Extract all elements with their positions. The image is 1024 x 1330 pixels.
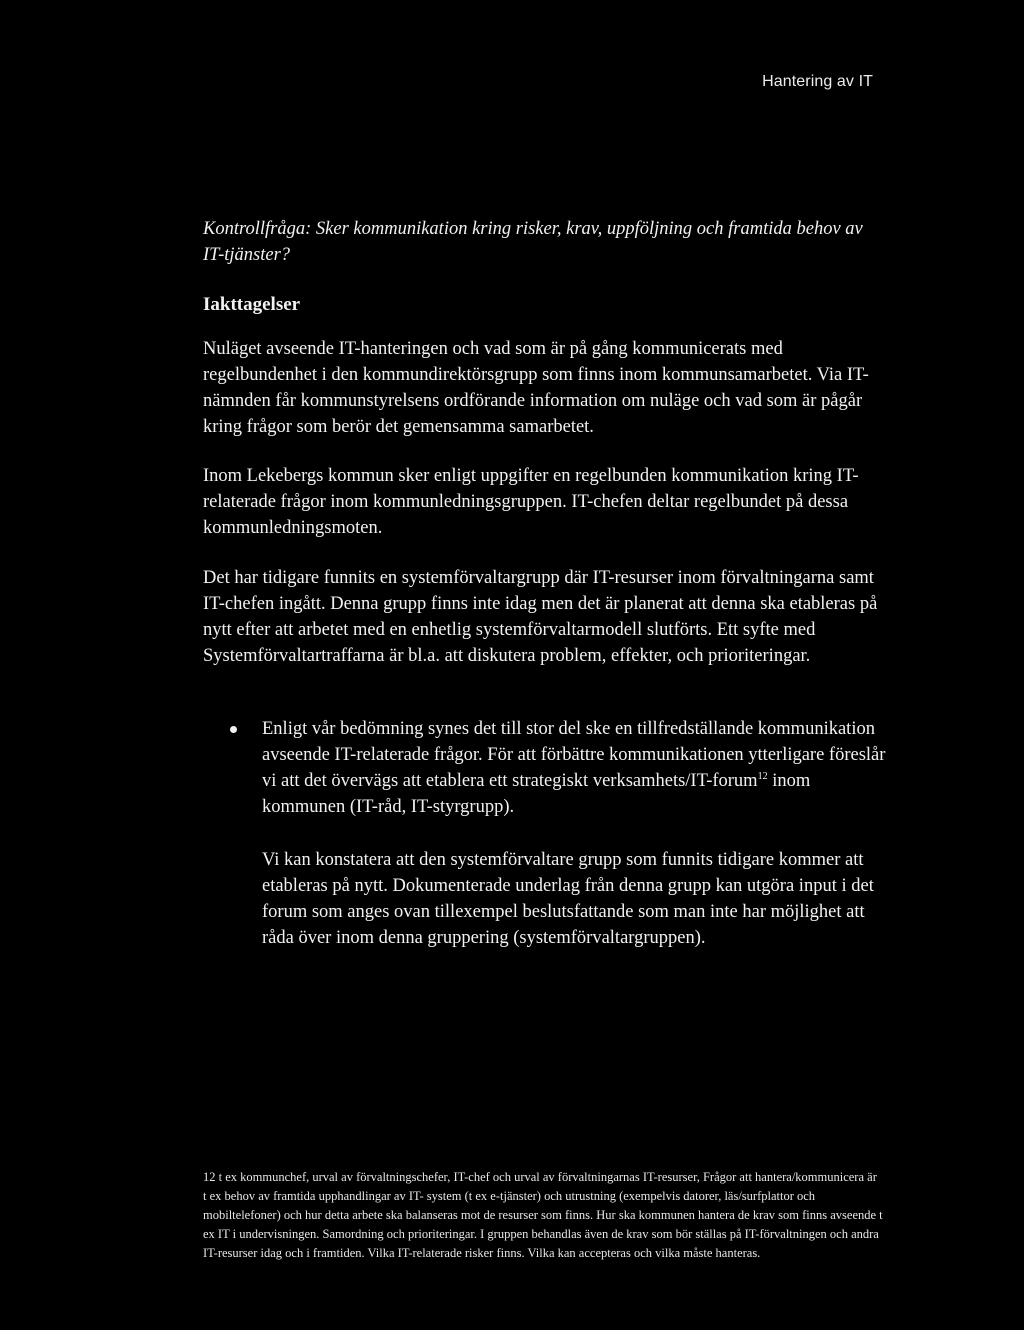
footnote-12: [203, 1168, 883, 1263]
assessment-section: [228, 716, 888, 951]
control-question: Kontrollfråga: Sker kommunikation kring risker, krav, uppföljning och framtida behov av IT-tjänster?: [203, 219, 863, 265]
observation-paragraph-2: Inom Lekebergs kommun sker enligt uppgifter en regelbunden kommunikation kring IT-relaterade frågor inom kommunledningsgruppen. IT-chefen deltar regelbundet på dessa kommunledningsmoten.: [203, 466, 859, 538]
running-header: Hantering av IT: [762, 73, 873, 90]
footnote-number: 12: [203, 1170, 216, 1184]
main-content: [203, 216, 883, 669]
assessment-bullet: [228, 716, 888, 820]
footnote-section: [203, 1168, 883, 1263]
footnote-reference: 12: [757, 770, 768, 782]
assessment-sub-paragraph: Vi kan konstatera att den systemförvaltare grupp som funnits tidigare kommer att etableras på nytt. Dokumenterade underlag från denna grupp kan utgöra input i det forum som anges ovan tillexempel beslutsfattande som man inte har möjlighet att råda över inom denna gruppering (systemförvaltargruppen).: [262, 850, 874, 948]
footnote-text: t ex kommunchef, urval av förvaltningschefer, IT-chef och urval av förvaltningarnas IT-resurser, Frågor att hantera/kommunicera är t ex behov av framtida upphandlingar av IT- system (t ex e-tjänster) och utrustning (exempelvis datorer, läs/surfplattor och mobiltelefoner) och hur detta arbete ska balanseras mot de resurser som finns. Hur ska kommunen hantera de krav som finns avseende t ex IT i undervisningen. Samordning och prioriteringar. I gruppen behandlas även de krav som bör ställas på IT-förvaltningen och andra IT-resurser idag och i framtiden. Vilka IT-relaterade risker finns. Vilka kan accepteras och vilka måste hanteras.: [203, 1170, 883, 1260]
assessment-bullet-text: Enligt vår bedömning synes det till stor del ske en tillfredställande kommunikation avseende IT-relaterade frågor. För att förbättre kommunikationen ytterligare föreslår vi att det övervägs att etablera ett strategiskt verksamhets/IT-forum: [262, 719, 886, 791]
bullet-icon: [230, 726, 237, 733]
observations-heading: Iakttagelser: [203, 294, 301, 315]
observation-paragraph-3: Det har tidigare funnits en systemförvaltargrupp där IT-resurser inom förvaltningarna samt IT-chefen ingått. Denna grupp finns inte idag men det är planerat att denna ska etableras på nytt efter att arbetet med en enhetlig systemförvaltarmodell slutförts. Ett syfte med Systemförvaltartraffarna är bl.a. att diskutera problem, effekter, och prioriteringar.: [203, 568, 878, 666]
observation-paragraph-1: Nuläget avseende IT-hanteringen och vad som är på gång kommunicerats med regelbundenhet i den kommundirektörsgrupp som finns inom kommunsamarbetet. Via IT-nämnden får kommunstyrelsens ordförande information om nuläge och vad som är pågår kring frågor som berör det gemensamma samarbetet.: [203, 339, 869, 437]
assessment-bullet-text-end: inom kommunen (IT-råd, IT-styrgrupp).: [262, 771, 811, 817]
